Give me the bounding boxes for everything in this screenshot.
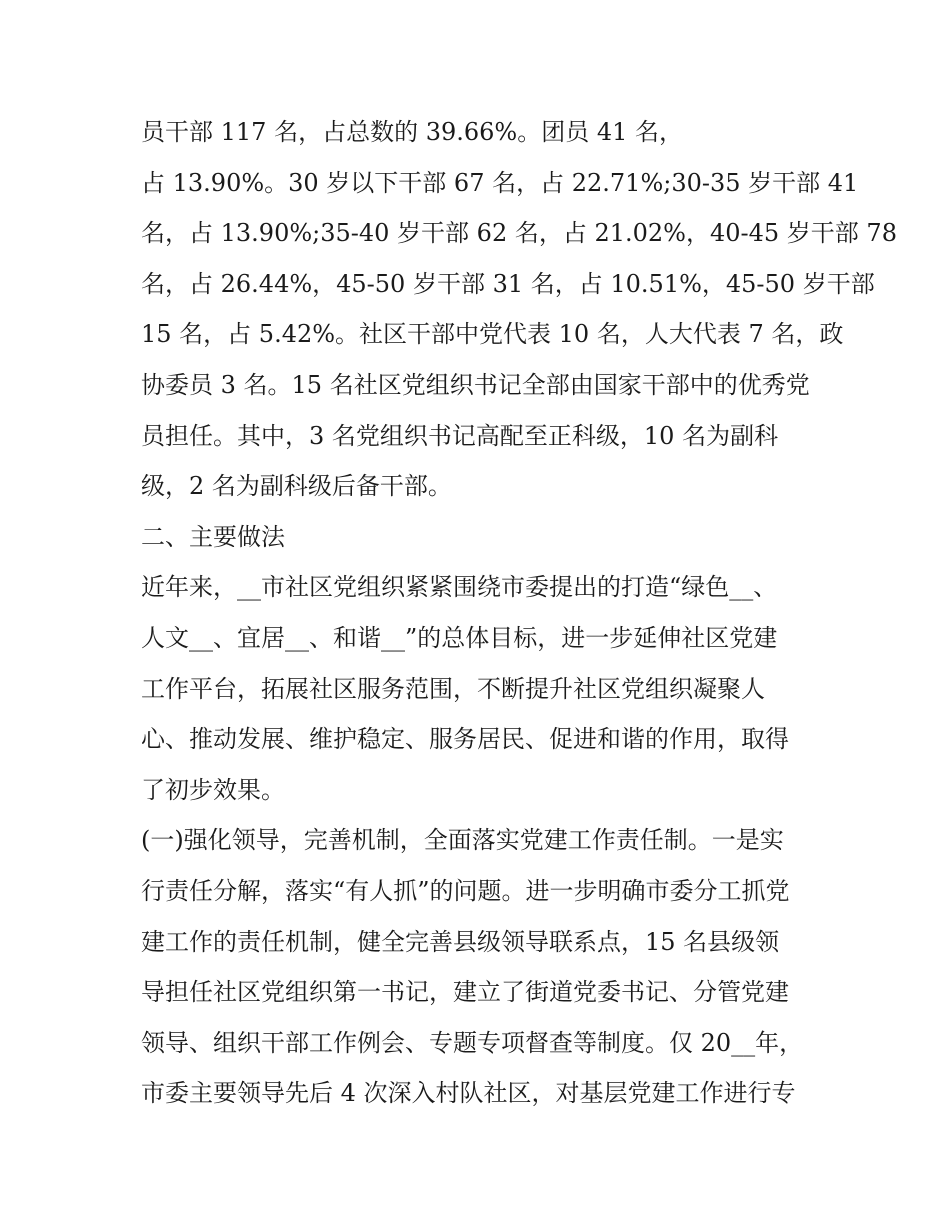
text-line-15: (一)强化领导，完善机制，全面落实党建工作责任制。一是实 [141,826,784,855]
text-line-16: 行责任分解，落实“有人抓”的问题。进一步明确市委分工抓党 [141,876,790,905]
text-line-14: 了初步效果。 [141,775,285,804]
text-line-17: 建工作的责任机制，健全完善县级领导联系点，15 名县级领 [141,927,780,956]
text-line-20: 市委主要领导先后 4 次深入村队社区，对基层党建工作进行专 [141,1079,796,1108]
document-body [141,107,897,1119]
text-line-1: 员干部 117 名，占总数的 39.66%。团员 41 名， [141,118,684,146]
text-line-6: 协委员 3 名。15 名社区党组织书记全部由国家干部中的优秀党 [141,370,810,399]
text-line-7: 员担任。其中，3 名党组织书记高配至正科级，10 名为副科 [141,421,779,450]
text-line-19: 领导、组织干部工作例会、专题专项督查等制度。仅 20__年， [141,1028,804,1057]
section-heading: 二、主要做法 [141,522,285,551]
text-line-8: 级，2 名为副科级后备干部。 [141,472,452,501]
text-line-18: 导担任社区党组织第一书记，建立了街道党委书记、分管党建 [141,978,789,1007]
text-line-3: 名，占 13.90%;35-40 岁干部 62 名，占 21.02%，40-45 岁干部 78 [141,219,897,248]
text-line-4: 名，占 26.44%，45-50 岁干部 31 名，占 10.51%，45-50 岁干部 [141,269,875,298]
text-line-12: 工作平台，拓展社区服务范围，不断提升社区党组织凝聚人 [141,674,765,703]
text-line-2: 占 13.90%。30 岁以下干部 67 名，占 22.71%;30-35 岁干部 41 [141,168,859,197]
text-line-5: 15 名，占 5.42%。社区干部中党代表 10 名，人大代表 7 名，政 [141,320,844,349]
text-line-11: 人文__、宜居__、和谐__”的总体目标，进一步延伸社区党建 [141,623,778,652]
text-line-13: 心、推动发展、维护稳定、服务居民、促进和谐的作用，取得 [141,725,789,754]
text-line-10: 近年来，__市社区党组织紧紧围绕市委提出的打造“绿色__、 [141,573,778,602]
